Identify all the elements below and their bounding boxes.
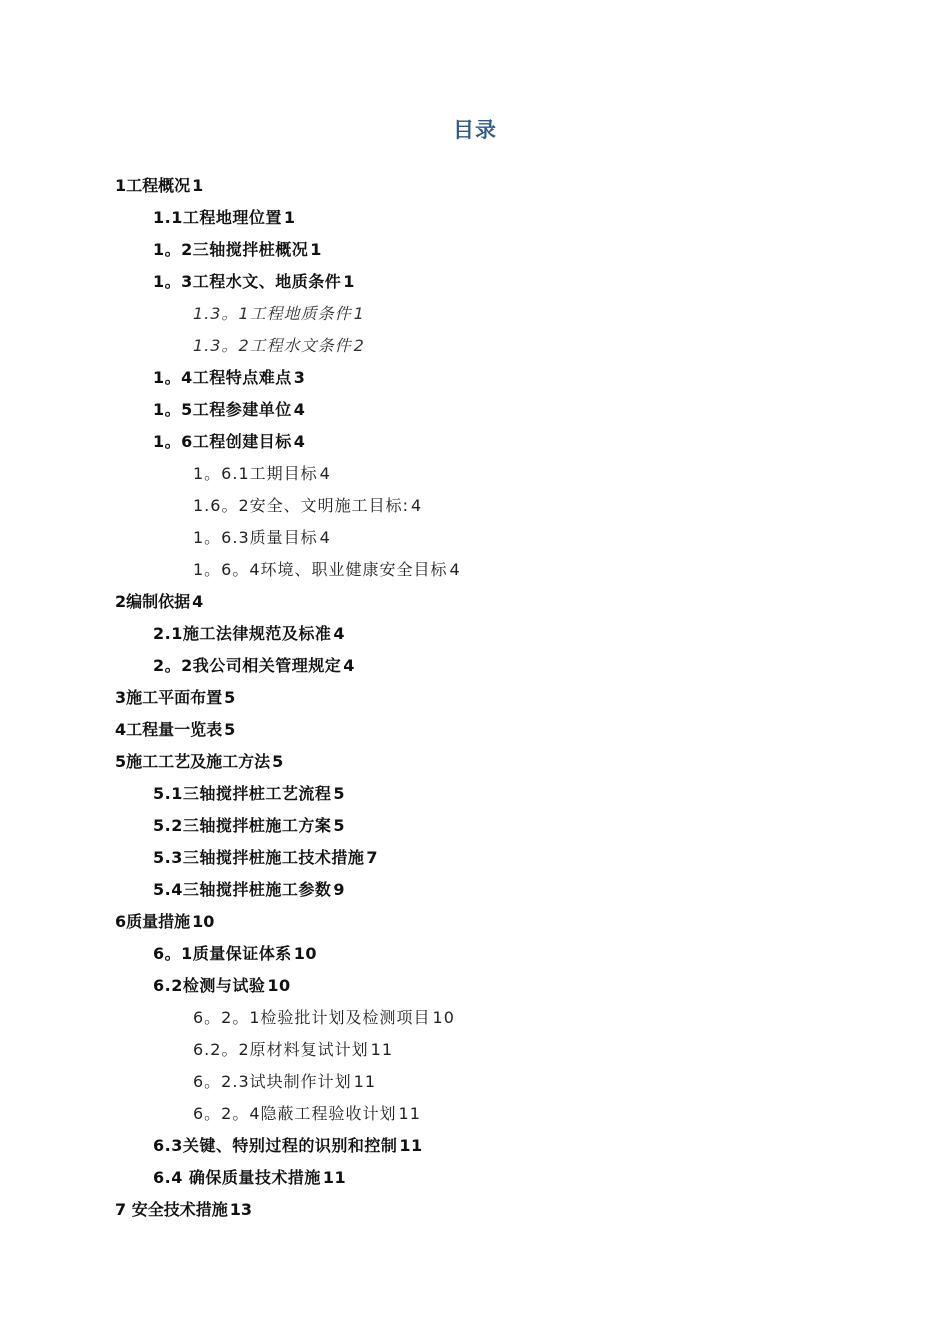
toc-entry-text: 1。6.1工期目标 <box>193 464 318 483</box>
toc-entry-page: 1 <box>353 304 365 323</box>
toc-entry-text: 6。2。1检验批计划及检测项目 <box>193 1008 431 1027</box>
toc-entry[interactable] <box>0 938 950 970</box>
toc-entry-text: 6.3关键、特别过程的识别和控制 <box>153 1136 398 1155</box>
toc-entry-text: 2.1施工法律规范及标准 <box>153 624 332 643</box>
toc-entry-page: 5 <box>224 688 236 707</box>
toc-entry-text: 5.4三轴搅拌桩施工参数 <box>153 880 332 899</box>
toc-entry[interactable] <box>0 298 950 330</box>
toc-entry-text: 1.6。2安全、文明施工目标: <box>193 496 410 515</box>
toc-entry-page: 13 <box>229 1200 252 1219</box>
toc-entry[interactable] <box>0 394 950 426</box>
toc-entry-text: 1。6.3质量目标 <box>193 528 318 547</box>
toc-entry-page: 4 <box>293 400 306 419</box>
toc-entry[interactable] <box>0 1002 950 1034</box>
toc-entry-page: 10 <box>293 944 318 963</box>
toc-entry-page: 11 <box>353 1072 376 1091</box>
toc-list <box>0 170 950 1226</box>
toc-entry-page: 11 <box>398 1104 421 1123</box>
toc-entry[interactable] <box>0 682 950 714</box>
toc-entry-page: 7 <box>366 848 378 867</box>
toc-entry[interactable] <box>0 714 950 746</box>
toc-entry-text: 6.2检测与试验 <box>153 976 266 995</box>
toc-entry[interactable] <box>0 554 950 586</box>
toc-entry-page: 9 <box>333 880 345 899</box>
toc-entry-text: 1。3工程水文、地质条件 <box>153 272 342 291</box>
toc-entry[interactable] <box>0 810 950 842</box>
toc-entry-text: 1。5工程参建单位 <box>153 400 292 419</box>
toc-entry[interactable] <box>0 1162 950 1194</box>
toc-entry[interactable] <box>0 426 950 458</box>
toc-entry-text: 3施工平面布置 <box>115 688 223 707</box>
toc-entry[interactable] <box>0 458 950 490</box>
toc-entry[interactable] <box>0 266 950 298</box>
toc-entry-page: 4 <box>343 656 355 675</box>
toc-entry-text: 1.1工程地理位置 <box>153 208 282 227</box>
toc-entry-text: 1.3。2工程水文条件 <box>193 336 352 355</box>
toc-entry-page: 5 <box>224 720 236 739</box>
toc-entry-text: 2编制依据 <box>115 592 191 611</box>
toc-entry[interactable] <box>0 170 950 202</box>
toc-entry-text: 6.2。2原材料复试计划 <box>193 1040 369 1059</box>
toc-entry-text: 1。6工程创建目标 <box>153 432 292 451</box>
toc-entry-text: 2。2我公司相关管理规定 <box>153 656 342 675</box>
toc-entry-text: 6。2。4隐蔽工程验收计划 <box>193 1104 397 1123</box>
toc-entry-text: 5.1三轴搅拌桩工艺流程 <box>153 784 332 803</box>
toc-entry-text: 1。2三轴搅拌桩概况 <box>153 240 309 259</box>
toc-entry[interactable] <box>0 746 950 778</box>
toc-entry[interactable] <box>0 1066 950 1098</box>
toc-entry[interactable] <box>0 778 950 810</box>
toc-entry-page: 11 <box>322 1168 347 1187</box>
toc-entry-page: 1 <box>192 176 204 195</box>
toc-entry[interactable] <box>0 874 950 906</box>
toc-entry-page: 1 <box>283 208 296 227</box>
toc-entry-page: 3 <box>293 368 306 387</box>
toc-entry-text: 6质量措施 <box>115 912 191 931</box>
toc-entry-page: 4 <box>319 528 331 547</box>
toc-entry-page: 4 <box>333 624 345 643</box>
toc-entry-text: 6.4 确保质量技术措施 <box>153 1168 321 1187</box>
toc-entry-text: 1。4工程特点难点 <box>153 368 292 387</box>
toc-entry-text: 4工程量一览表 <box>115 720 223 739</box>
toc-entry[interactable] <box>0 842 950 874</box>
toc-entry[interactable] <box>0 522 950 554</box>
toc-entry-page: 2 <box>353 336 365 355</box>
toc-entry-page: 10 <box>432 1008 455 1027</box>
toc-entry[interactable] <box>0 330 950 362</box>
toc-entry[interactable] <box>0 618 950 650</box>
toc-entry-text: 5.3三轴搅拌桩施工技术措施 <box>153 848 365 867</box>
toc-entry[interactable] <box>0 1034 950 1066</box>
toc-entry[interactable] <box>0 650 950 682</box>
toc-entry-page: 5 <box>272 752 284 771</box>
toc-entry-page: 4 <box>411 496 423 515</box>
toc-entry-page: 5 <box>333 784 345 803</box>
toc-entry-page: 5 <box>333 816 345 835</box>
toc-entry-page: 10 <box>267 976 291 995</box>
toc-entry-page: 1 <box>343 272 355 291</box>
toc-entry-text: 1.3。1工程地质条件 <box>193 304 352 323</box>
toc-entry-text: 6。2.3试块制作计划 <box>193 1072 352 1091</box>
toc-entry-text: 6。1质量保证体系 <box>153 944 292 963</box>
toc-entry-page: 4 <box>449 560 461 579</box>
toc-entry[interactable] <box>0 1130 950 1162</box>
toc-entry[interactable] <box>0 362 950 394</box>
toc-entry-text: 5施工工艺及施工方法 <box>115 752 271 771</box>
toc-entry[interactable] <box>0 234 950 266</box>
toc-entry-page: 1 <box>310 240 322 259</box>
toc-entry-text: 1。6。4环境、职业健康安全目标 <box>193 560 448 579</box>
toc-title: 目录 <box>453 118 497 142</box>
toc-entry[interactable] <box>0 970 950 1002</box>
toc-entry-text: 1工程概况 <box>115 176 191 195</box>
toc-entry-page: 4 <box>192 592 204 611</box>
toc-entry[interactable] <box>0 586 950 618</box>
toc-entry[interactable] <box>0 202 950 234</box>
toc-entry-page: 4 <box>293 432 306 451</box>
toc-entry-page: 10 <box>192 912 215 931</box>
toc-entry-page: 4 <box>319 464 331 483</box>
toc-entry[interactable] <box>0 1098 950 1130</box>
toc-entry-text: 7 安全技术措施 <box>115 1200 228 1219</box>
toc-entry-text: 5.2三轴搅拌桩施工方案 <box>153 816 332 835</box>
toc-entry[interactable] <box>0 906 950 938</box>
toc-entry-page: 11 <box>370 1040 393 1059</box>
toc-entry[interactable] <box>0 1194 950 1226</box>
toc-entry[interactable] <box>0 490 950 522</box>
toc-entry-page: 11 <box>399 1136 423 1155</box>
